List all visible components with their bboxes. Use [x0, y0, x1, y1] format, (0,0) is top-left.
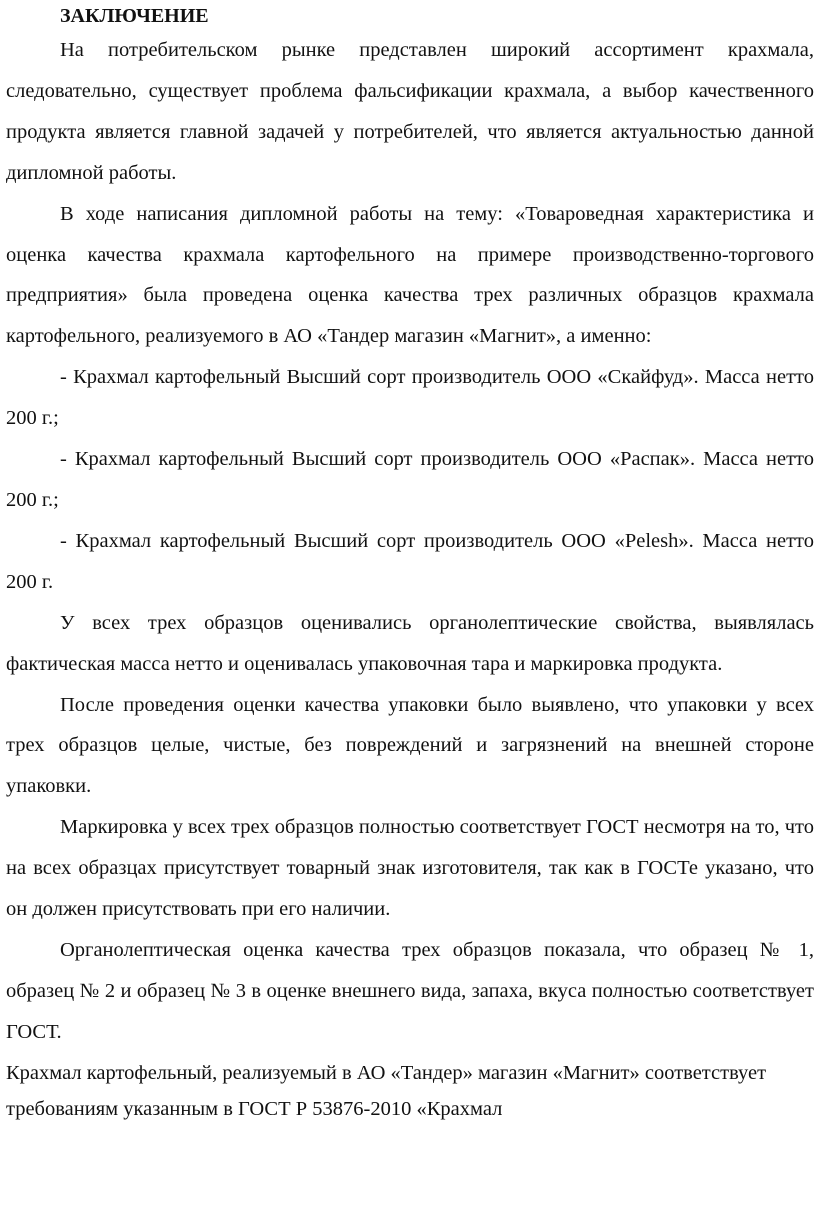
- paragraph-conclusion: Крахмал картофельный, реализуемый в АО «Тандер» магазин «Магнит» соответствует требованиям указанным в ГОСТ Р 53876-2010 «Крахмал: [6, 1061, 767, 1120]
- list-item-sample-2: - Крахмал картофельный Высший сорт производитель ООО «Распак». Масса нетто 200 г.;: [6, 448, 814, 511]
- document-body: [6, 30, 814, 1127]
- paragraph-organoleptic: Органолептическая оценка качества трех образцов показала, что образец № 1, образец № 2 и образец № 3 в оценке внешнего вида, запаха, вкуса полностью соответствует ГОСТ.: [6, 938, 814, 1043]
- list-item-sample-3: - Крахмал картофельный Высший сорт производитель ООО «Pelesh». Масса нетто 200 г.: [6, 529, 814, 593]
- section-heading: ЗАКЛЮЧЕНИЕ: [60, 5, 209, 27]
- paragraph-evaluation: У всех трех образцов оценивались органолептические свойства, выявлялась фактическая масса нетто и оценивалась упаковочная тара и маркировка продукта.: [6, 611, 814, 675]
- paragraph-packaging: После проведения оценки качества упаковки было выявлено, что упаковки у всех трех образцов целые, чистые, без повреждений и загрязнений на внешней стороне упаковки.: [6, 693, 814, 798]
- paragraph-research: В ходе написания дипломной работы на тему: «Товароведная характеристика и оценка качества крахмала картофельного на примере производственно-торгового предприятия» была проведена оценка качества трех различных образцов крахмала картофельного, реализуемого в АО «Тандер магазин «Магнит», а именно:: [6, 202, 814, 348]
- list-item-sample-1: - Крахмал картофельный Высший сорт производитель ООО «Скайфуд». Масса нетто 200 г.;: [6, 366, 814, 430]
- paragraph-intro: На потребительском рынке представлен широкий ассортимент крахмала, следовательно, существует проблема фальсификации крахмала, а выбор качественного продукта является главной задачей у потребителей, что является актуальностью данной дипломной работы.: [6, 39, 814, 184]
- paragraph-labeling: Маркировка у всех трех образцов полностью соответствует ГОСТ несмотря на то, что на всех образцах присутствует товарный знак изготовителя, так как в ГОСТе указано, что он должен присутствовать при его наличии.: [6, 816, 814, 921]
